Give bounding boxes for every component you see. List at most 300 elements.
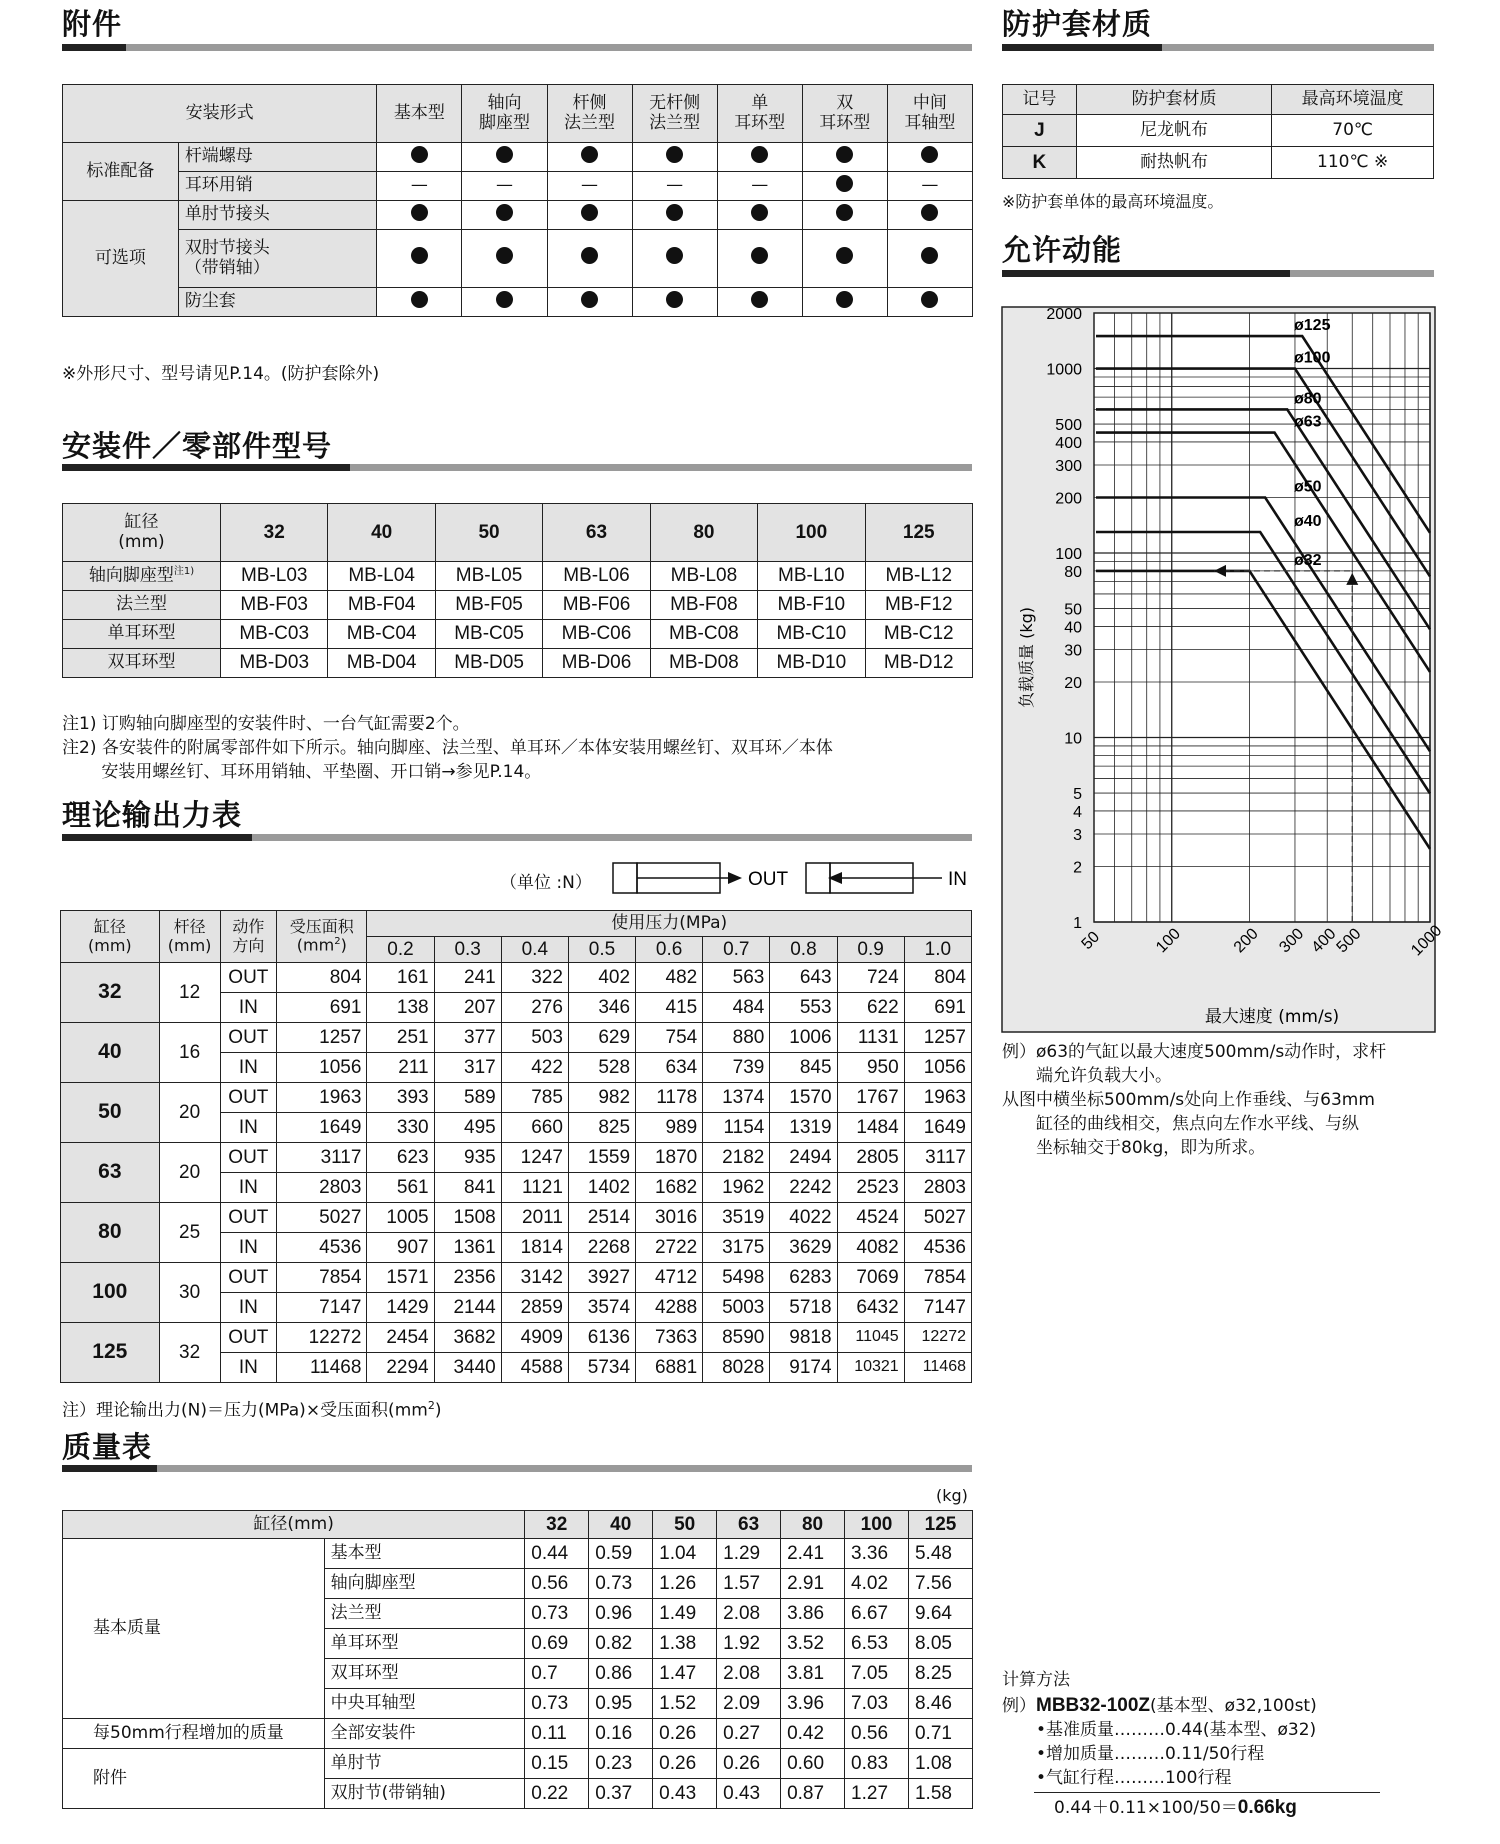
- force-value: 8028: [703, 1353, 770, 1383]
- mounts-row-name: 单耳环型: [63, 620, 221, 649]
- boot-title: 防护套材质: [1002, 7, 1153, 41]
- force-value: 561: [367, 1173, 434, 1203]
- acc-mark-cell: [377, 201, 462, 230]
- x-tick-label: 500: [1333, 925, 1365, 957]
- mass-title: 质量表: [62, 1430, 153, 1464]
- x-tick-label: 100: [1153, 925, 1185, 957]
- mounts-part-code: MB-C08: [650, 620, 757, 649]
- mass-value: 0.95: [589, 1689, 653, 1719]
- mounts-part-code: MB-C03: [221, 620, 328, 649]
- force-value: 3117: [904, 1143, 971, 1173]
- acc-item: 杆端螺母: [178, 143, 377, 172]
- mass-value: 1.26: [653, 1569, 717, 1599]
- mounts-part-code: MB-D06: [543, 649, 650, 678]
- mass-value: 2.08: [717, 1659, 781, 1689]
- force-unit: （单位 :N）: [500, 873, 592, 893]
- acc-mark-cell: [632, 143, 717, 172]
- force-direction: OUT: [220, 1023, 277, 1053]
- mass-value: 3.36: [845, 1539, 909, 1569]
- force-direction: IN: [220, 1233, 277, 1263]
- mass-value: 6.67: [845, 1599, 909, 1629]
- mass-item: 法兰型: [324, 1599, 525, 1629]
- mass-item: 单耳环型: [324, 1629, 525, 1659]
- filled-dot-icon: [836, 247, 853, 264]
- acc-mount-type: 轴向 脚座型: [462, 85, 547, 143]
- mass-value: 7.05: [845, 1659, 909, 1689]
- force-value: 1484: [837, 1113, 904, 1143]
- mass-value: 1.49: [653, 1599, 717, 1629]
- force-direction: IN: [220, 1173, 277, 1203]
- force-pressure-col: 0.9: [837, 937, 904, 963]
- mounts-part-code: MB-L05: [435, 562, 542, 591]
- force-value: 5718: [770, 1293, 837, 1323]
- force-value: 2242: [770, 1173, 837, 1203]
- force-note: 注）理论输出力(N)＝压力(MPa)×受压面积$(mm^2)$: [62, 1399, 442, 1421]
- mounts-part-code: MB-D10: [758, 649, 865, 678]
- out-in-diagram: [610, 858, 980, 898]
- x-tick-label: 300: [1276, 925, 1308, 957]
- y-tick-label: 2: [1073, 859, 1082, 877]
- mounts-part-code: MB-D04: [328, 649, 435, 678]
- acc-item: 耳环用销: [178, 172, 377, 201]
- force-value: 2011: [501, 1203, 568, 1233]
- acc-mark-cell: [547, 288, 632, 317]
- series-label: ø50: [1294, 478, 1322, 496]
- mass-item: 基本型: [324, 1539, 525, 1569]
- force-value: 622: [837, 993, 904, 1023]
- force-value: 1247: [501, 1143, 568, 1173]
- force-value: 3629: [770, 1233, 837, 1263]
- mounts-bore-header: 50: [435, 504, 542, 562]
- force-direction: OUT: [220, 1263, 277, 1293]
- mass-value: 8.05: [908, 1629, 972, 1659]
- filled-dot-icon: [411, 247, 428, 264]
- calc-line: •基准质量………0.44(基本型、ø32): [1036, 1720, 1317, 1740]
- dash-mark: —: [581, 175, 599, 196]
- force-value: 6136: [568, 1323, 635, 1353]
- force-table: [60, 910, 972, 1383]
- mass-value: 0.96: [589, 1599, 653, 1629]
- mounts-part-code: MB-F10: [758, 591, 865, 620]
- acc-mark-cell: [377, 230, 462, 288]
- mounts-bore-header: 32: [221, 504, 328, 562]
- force-value: 982: [568, 1083, 635, 1113]
- force-rod: 16: [159, 1023, 220, 1083]
- force-area: 4536: [277, 1233, 367, 1263]
- mounts-bore-header: 80: [650, 504, 757, 562]
- filled-dot-icon: [921, 247, 938, 264]
- force-value: 553: [770, 993, 837, 1023]
- force-value: 276: [501, 993, 568, 1023]
- series-label: ø40: [1294, 513, 1322, 531]
- acc-mark-cell: [462, 201, 547, 230]
- x-tick-label: 200: [1230, 925, 1262, 957]
- force-value: 5734: [568, 1353, 635, 1383]
- calc-lines: [1036, 1718, 1316, 1790]
- force-value: 1056: [904, 1053, 971, 1083]
- plot-area: [1094, 313, 1430, 922]
- mass-value: 0.16: [589, 1719, 653, 1749]
- mass-value: 1.57: [717, 1569, 781, 1599]
- boot-temp: 110℃ ※: [1272, 147, 1434, 179]
- force-value: 330: [367, 1113, 434, 1143]
- mass-value: 0.86: [589, 1659, 653, 1689]
- mass-value: 0.37: [589, 1779, 653, 1809]
- energy-note-line: 端允许负载大小。: [1002, 1066, 1172, 1086]
- energy-chart: [1002, 306, 1446, 1032]
- mass-value: 1.29: [717, 1539, 781, 1569]
- force-value: 11045: [837, 1323, 904, 1353]
- force-value: 415: [636, 993, 703, 1023]
- acc-mark-cell: [802, 143, 887, 172]
- mass-value: 3.52: [781, 1629, 845, 1659]
- mounts-part-code: MB-D12: [865, 649, 972, 678]
- mounts-part-code: MB-L03: [221, 562, 328, 591]
- force-direction: IN: [220, 1353, 277, 1383]
- force-bore: 80: [61, 1203, 160, 1263]
- accessories-note: ※外形尺寸、型号请见P.14。(防护套除外): [62, 364, 380, 384]
- mass-value: 0.59: [589, 1539, 653, 1569]
- mass-item: 单肘节: [324, 1749, 525, 1779]
- acc-mark-cell: [632, 230, 717, 288]
- dash-mark: —: [410, 175, 428, 196]
- mounts-part-code: MB-F03: [221, 591, 328, 620]
- calc-line: •增加质量………0.11/50行程: [1036, 1744, 1265, 1764]
- force-value: 989: [636, 1113, 703, 1143]
- force-area: 1056: [277, 1053, 367, 1083]
- acc-mark-cell: [377, 288, 462, 317]
- force-rod: 20: [159, 1143, 220, 1203]
- force-value: 3519: [703, 1203, 770, 1233]
- force-value: 6432: [837, 1293, 904, 1323]
- mass-value: 2.09: [717, 1689, 781, 1719]
- force-value: 2523: [837, 1173, 904, 1203]
- energy-rule: [1002, 270, 1434, 277]
- force-area: 11468: [277, 1353, 367, 1383]
- force-value: 3016: [636, 1203, 703, 1233]
- force-value: 623: [367, 1143, 434, 1173]
- force-value: 6881: [636, 1353, 703, 1383]
- acc-mark-cell: [462, 172, 547, 201]
- x-tick-label: 400: [1308, 925, 1340, 957]
- filled-dot-icon: [751, 247, 768, 264]
- force-value: 251: [367, 1023, 434, 1053]
- y-tick-label: 500: [1055, 417, 1082, 435]
- mounts-part-code: MB-F08: [650, 591, 757, 620]
- energy-title: 允许动能: [1002, 233, 1123, 267]
- mass-group: 每50mm行程增加的质量: [63, 1719, 325, 1749]
- mass-value: 7.03: [845, 1689, 909, 1719]
- force-value: 1429: [367, 1293, 434, 1323]
- mass-bore-header: 125: [908, 1511, 972, 1539]
- force-area: 1649: [277, 1113, 367, 1143]
- acc-mount-type: 双 耳环型: [802, 85, 887, 143]
- y-tick-label: 200: [1055, 490, 1082, 508]
- y-tick-label: 50: [1064, 601, 1082, 619]
- mass-value: 0.23: [589, 1749, 653, 1779]
- acc-mount-type: 基本型: [377, 85, 462, 143]
- filled-dot-icon: [581, 247, 598, 264]
- mass-value: 2.08: [717, 1599, 781, 1629]
- force-value: 1178: [636, 1083, 703, 1113]
- mass-value: 4.02: [845, 1569, 909, 1599]
- acc-mark-cell: [887, 230, 972, 288]
- mass-value: 0.56: [525, 1569, 589, 1599]
- force-area: 1257: [277, 1023, 367, 1053]
- acc-mount-type: 杆侧 法兰型: [547, 85, 632, 143]
- force-value: 3682: [434, 1323, 501, 1353]
- mounts-row-name: 双耳环型: [63, 649, 221, 678]
- force-value: 1121: [501, 1173, 568, 1203]
- force-area: 1963: [277, 1083, 367, 1113]
- mass-value: 8.46: [908, 1689, 972, 1719]
- boot-table: [1002, 84, 1434, 179]
- force-pressure-col: 0.5: [568, 937, 635, 963]
- force-value: 8590: [703, 1323, 770, 1353]
- y-tick-label: 5: [1073, 786, 1082, 804]
- force-value: 1131: [837, 1023, 904, 1053]
- y-tick-label: 2000: [1046, 306, 1082, 323]
- force-value: 907: [367, 1233, 434, 1263]
- boot-code: J: [1003, 115, 1077, 147]
- force-bore: 63: [61, 1143, 160, 1203]
- force-value: 4588: [501, 1353, 568, 1383]
- force-value: 322: [501, 963, 568, 993]
- mass-value: 1.92: [717, 1629, 781, 1659]
- force-value: 2494: [770, 1143, 837, 1173]
- filled-dot-icon: [751, 204, 768, 221]
- force-value: 1962: [703, 1173, 770, 1203]
- force-value: 9174: [770, 1353, 837, 1383]
- force-direction: OUT: [220, 1323, 277, 1353]
- y-tick-label: 80: [1064, 563, 1082, 581]
- boot-material: 尼龙帆布: [1076, 115, 1271, 147]
- force-pressure-col: 0.7: [703, 937, 770, 963]
- force-direction: IN: [220, 1293, 277, 1323]
- force-value: 804: [904, 963, 971, 993]
- mass-value: 1.52: [653, 1689, 717, 1719]
- mass-value: 0.11: [525, 1719, 589, 1749]
- filled-dot-icon: [751, 291, 768, 308]
- acc-mark-cell: [462, 230, 547, 288]
- force-bore: 32: [61, 963, 160, 1023]
- force-value: 3142: [501, 1263, 568, 1293]
- force-value: 402: [568, 963, 635, 993]
- boot-header: 防护套材质: [1076, 85, 1271, 115]
- dash-mark: —: [921, 175, 939, 196]
- force-direction: IN: [220, 1113, 277, 1143]
- acc-mark-cell: [887, 201, 972, 230]
- force-rod: 30: [159, 1263, 220, 1323]
- mass-value: 7.56: [908, 1569, 972, 1599]
- force-value: 377: [434, 1023, 501, 1053]
- mass-value: 0.73: [525, 1689, 589, 1719]
- acc-mark-cell: [462, 143, 547, 172]
- force-pressure-col: 1.0: [904, 937, 971, 963]
- series-label: ø100: [1294, 349, 1331, 367]
- force-value: 12272: [904, 1323, 971, 1353]
- energy-note-line: 坐标轴交于80kg，即为所求。: [1002, 1138, 1266, 1158]
- y-tick-label: 30: [1064, 642, 1082, 660]
- filled-dot-icon: [581, 204, 598, 221]
- force-value: 724: [837, 963, 904, 993]
- boot-note: ※防护套单体的最高环境温度。: [1002, 192, 1224, 211]
- acc-item: 单肘节接头: [178, 201, 377, 230]
- calc-title: 计算方法: [1002, 1670, 1070, 1690]
- acc-mark-cell: [547, 172, 632, 201]
- force-bore: 50: [61, 1083, 160, 1143]
- force-value: 7854: [904, 1263, 971, 1293]
- mass-table: [62, 1510, 973, 1809]
- force-rod: 12: [159, 963, 220, 1023]
- force-value: 1319: [770, 1113, 837, 1143]
- force-value: 841: [434, 1173, 501, 1203]
- force-value: 4022: [770, 1203, 837, 1233]
- mass-value: 3.81: [781, 1659, 845, 1689]
- filled-dot-icon: [411, 204, 428, 221]
- force-value: 950: [837, 1053, 904, 1083]
- force-value: 2356: [434, 1263, 501, 1293]
- force-area: 7854: [277, 1263, 367, 1293]
- force-value: 2805: [837, 1143, 904, 1173]
- filled-dot-icon: [666, 146, 683, 163]
- force-value: 1570: [770, 1083, 837, 1113]
- mass-group: 附件: [63, 1749, 325, 1809]
- force-h-rod: 杆径 (mm): [159, 911, 220, 963]
- force-value: 1154: [703, 1113, 770, 1143]
- force-value: 2722: [636, 1233, 703, 1263]
- y-tick-label: 400: [1055, 434, 1082, 452]
- accessories-title: 附件: [62, 7, 123, 41]
- acc-header-label: 安装形式: [63, 85, 377, 143]
- mass-value: 1.04: [653, 1539, 717, 1569]
- force-bore: 125: [61, 1323, 160, 1383]
- force-value: 629: [568, 1023, 635, 1053]
- force-value: 7147: [904, 1293, 971, 1323]
- filled-dot-icon: [411, 291, 428, 308]
- out-arrow-icon: [728, 872, 742, 884]
- acc-mark-cell: [887, 172, 972, 201]
- series-label: ø32: [1294, 551, 1322, 569]
- force-value: 2182: [703, 1143, 770, 1173]
- force-value: 6283: [770, 1263, 837, 1293]
- force-value: 1571: [367, 1263, 434, 1293]
- force-direction: OUT: [220, 1083, 277, 1113]
- mounts-part-code: MB-L10: [758, 562, 865, 591]
- mass-group: 基本质量: [63, 1539, 325, 1719]
- mounts-note-line: 安装用螺丝钉、耳环用销轴、平垫圈、开口销→参见P.14。: [62, 762, 542, 782]
- force-title: 理论输出力表: [62, 798, 243, 832]
- force-value: 1559: [568, 1143, 635, 1173]
- force-value: 2859: [501, 1293, 568, 1323]
- mounts-part-code: MB-F04: [328, 591, 435, 620]
- force-value: 4909: [501, 1323, 568, 1353]
- out-cylinder-cap: [613, 863, 637, 893]
- boot-header: 最高环境温度: [1272, 85, 1434, 115]
- mass-bore-header: 63: [717, 1511, 781, 1539]
- mounts-note-line: 注1) 订购轴向脚座型的安装件时、一台气缸需要2个。: [62, 714, 470, 734]
- mass-value: 8.25: [908, 1659, 972, 1689]
- force-value: 5498: [703, 1263, 770, 1293]
- mounts-bore-header: 100: [758, 504, 865, 562]
- force-value: 317: [434, 1053, 501, 1083]
- acc-mark-cell: [547, 230, 632, 288]
- mass-item: 全部安装件: [324, 1719, 525, 1749]
- force-value: 691: [904, 993, 971, 1023]
- acc-group: 可选项: [63, 201, 179, 317]
- mounts-part-code: MB-L12: [865, 562, 972, 591]
- mass-value: 0.56: [845, 1719, 909, 1749]
- mass-value: 0.22: [525, 1779, 589, 1809]
- mass-bore-header: 50: [653, 1511, 717, 1539]
- force-rod: 25: [159, 1203, 220, 1263]
- force-bore: 100: [61, 1263, 160, 1323]
- mounts-row-name: 轴向脚座型$^{注1)}$: [63, 562, 221, 591]
- force-value: 1814: [501, 1233, 568, 1263]
- mass-value: 0.42: [781, 1719, 845, 1749]
- acc-item: 防尘套: [178, 288, 377, 317]
- mounts-part-code: MB-C05: [435, 620, 542, 649]
- mass-value: 0.44: [525, 1539, 589, 1569]
- force-value: 2268: [568, 1233, 635, 1263]
- y-tick-label: 300: [1055, 458, 1082, 476]
- force-value: 484: [703, 993, 770, 1023]
- calc-line: •气缸行程………100行程: [1036, 1768, 1232, 1788]
- force-value: 1508: [434, 1203, 501, 1233]
- y-tick-label: 1000: [1046, 361, 1082, 379]
- force-value: 1374: [703, 1083, 770, 1113]
- force-value: 4288: [636, 1293, 703, 1323]
- force-value: 422: [501, 1053, 568, 1083]
- force-value: 2454: [367, 1323, 434, 1353]
- force-value: 7069: [837, 1263, 904, 1293]
- force-direction: OUT: [220, 963, 277, 993]
- filled-dot-icon: [496, 204, 513, 221]
- filled-dot-icon: [921, 146, 938, 163]
- mounts-notes: [62, 712, 833, 784]
- filled-dot-icon: [836, 175, 853, 192]
- dash-mark: —: [495, 175, 513, 196]
- mass-item: 轴向脚座型: [324, 1569, 525, 1599]
- force-value: 4536: [904, 1233, 971, 1263]
- series-label: ø63: [1294, 413, 1322, 431]
- energy-note-line: 缸径的曲线相交，焦点向左作水平线、与纵: [1002, 1114, 1359, 1134]
- boot-code: K: [1003, 147, 1077, 179]
- acc-group: 标准配备: [63, 143, 179, 201]
- mass-value: 0.15: [525, 1749, 589, 1779]
- calc-divider: [1034, 1792, 1380, 1793]
- force-value: 5027: [904, 1203, 971, 1233]
- mounts-part-code: MB-D08: [650, 649, 757, 678]
- accessories-rule: [62, 44, 972, 51]
- mass-value: 0.87: [781, 1779, 845, 1809]
- mounts-note-line: 注2) 各安装件的附属零部件如下所示。轴向脚座、法兰型、单耳环／本体安装用螺丝钉、双耳环／本体: [62, 738, 833, 758]
- mounts-part-code: MB-F06: [543, 591, 650, 620]
- force-value: 1257: [904, 1023, 971, 1053]
- y-tick-label: 1: [1073, 915, 1082, 932]
- mounts-bore-header: 125: [865, 504, 972, 562]
- force-direction: IN: [220, 993, 277, 1023]
- force-value: 2144: [434, 1293, 501, 1323]
- force-value: 1767: [837, 1083, 904, 1113]
- force-value: 3574: [568, 1293, 635, 1323]
- x-axis-label: 最大速度 (mm/s): [1204, 1007, 1340, 1027]
- force-rod: 32: [159, 1323, 220, 1383]
- mass-value: 9.64: [908, 1599, 972, 1629]
- mounts-table: [62, 503, 973, 678]
- mass-value: 3.96: [781, 1689, 845, 1719]
- force-direction: IN: [220, 1053, 277, 1083]
